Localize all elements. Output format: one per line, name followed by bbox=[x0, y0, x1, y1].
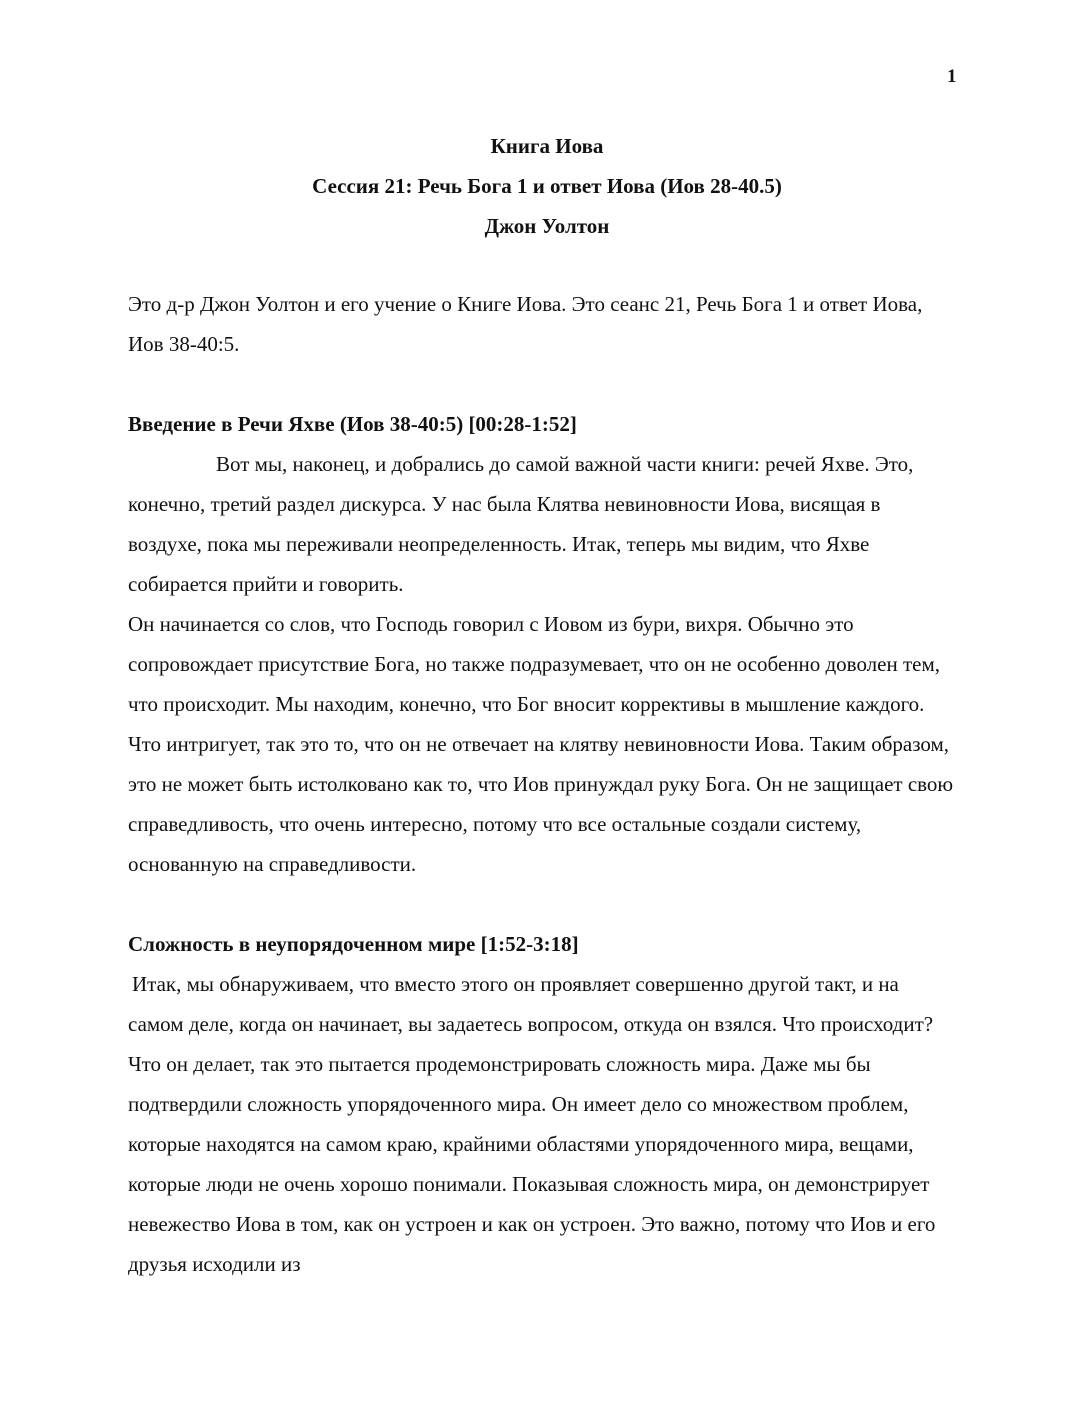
section-complexity bbox=[128, 924, 958, 1284]
author-name: Джон Уолтон bbox=[484, 214, 610, 238]
body-paragraph: Что интригует, так это то, что он не отвечает на клятву невиновности Иова. Таким образом, это не может быть истолковано как то, что Иов принуждал руку Бога. Он не защищает свою справедливость, что очень интересно, потому что все остальные создали систему, основанную на справедливости. bbox=[128, 732, 954, 876]
document-title-block bbox=[0, 126, 1088, 246]
book-title: Книга Иова bbox=[490, 134, 604, 158]
page-number: 1 bbox=[947, 66, 957, 87]
intro-section bbox=[128, 284, 958, 364]
section-heading: Сложность в неупорядоченном мире [1:52-3:18] bbox=[128, 932, 579, 956]
section-heading: Введение в Речи Яхве (Иов 38-40:5) [00:28-1:52] bbox=[128, 412, 577, 436]
session-title: Сессия 21: Речь Бога 1 и ответ Иова (Иов 28-40.5) bbox=[312, 174, 782, 198]
section-yahweh-speeches bbox=[128, 404, 958, 884]
intro-paragraph: Это д-р Джон Уолтон и его учение о Книге Иова. Это сеанс 21, Речь Бога 1 и ответ Иова, Иов 38-40:5. bbox=[128, 292, 923, 356]
body-paragraph: Он начинается со слов, что Господь говорил с Иовом из бури, вихря. Обычно это сопровождает присутствие Бога, но также подразумевает, что он не особенно доволен тем, что происходит. Мы находим, конечно, что Бог вносит коррективы в мышление каждого. bbox=[128, 612, 941, 716]
body-paragraph: Итак, мы обнаруживаем, что вместо этого он проявляет совершенно другой такт, и на самом деле, когда он начинает, вы задаетесь вопросом, откуда он взялся. Что происходит? Что он делает, так это пытается продемонстрировать сложность мира. Даже мы бы подтвердили сложность упорядоченного мира. Он имеет дело со множеством проблем, которые находятся на самом краю, крайними областями упорядоченного мира, вещами, которые люди не очень хорошо понимали. Показывая сложность мира, он демонстрирует невежество Иова в том, как он устроен и как он устроен. Это важно, потому что Иов и его друзья исходили из bbox=[128, 972, 936, 1276]
body-paragraph: Вот мы, наконец, и добрались до самой важной части книги: речей Яхве. Это, конечно, третий раздел дискурса. У нас была Клятва невиновности Иова, висящая в воздухе, пока мы переживали неопределенность. Итак, теперь мы видим, что Яхве собирается прийти и говорить. bbox=[128, 452, 914, 596]
